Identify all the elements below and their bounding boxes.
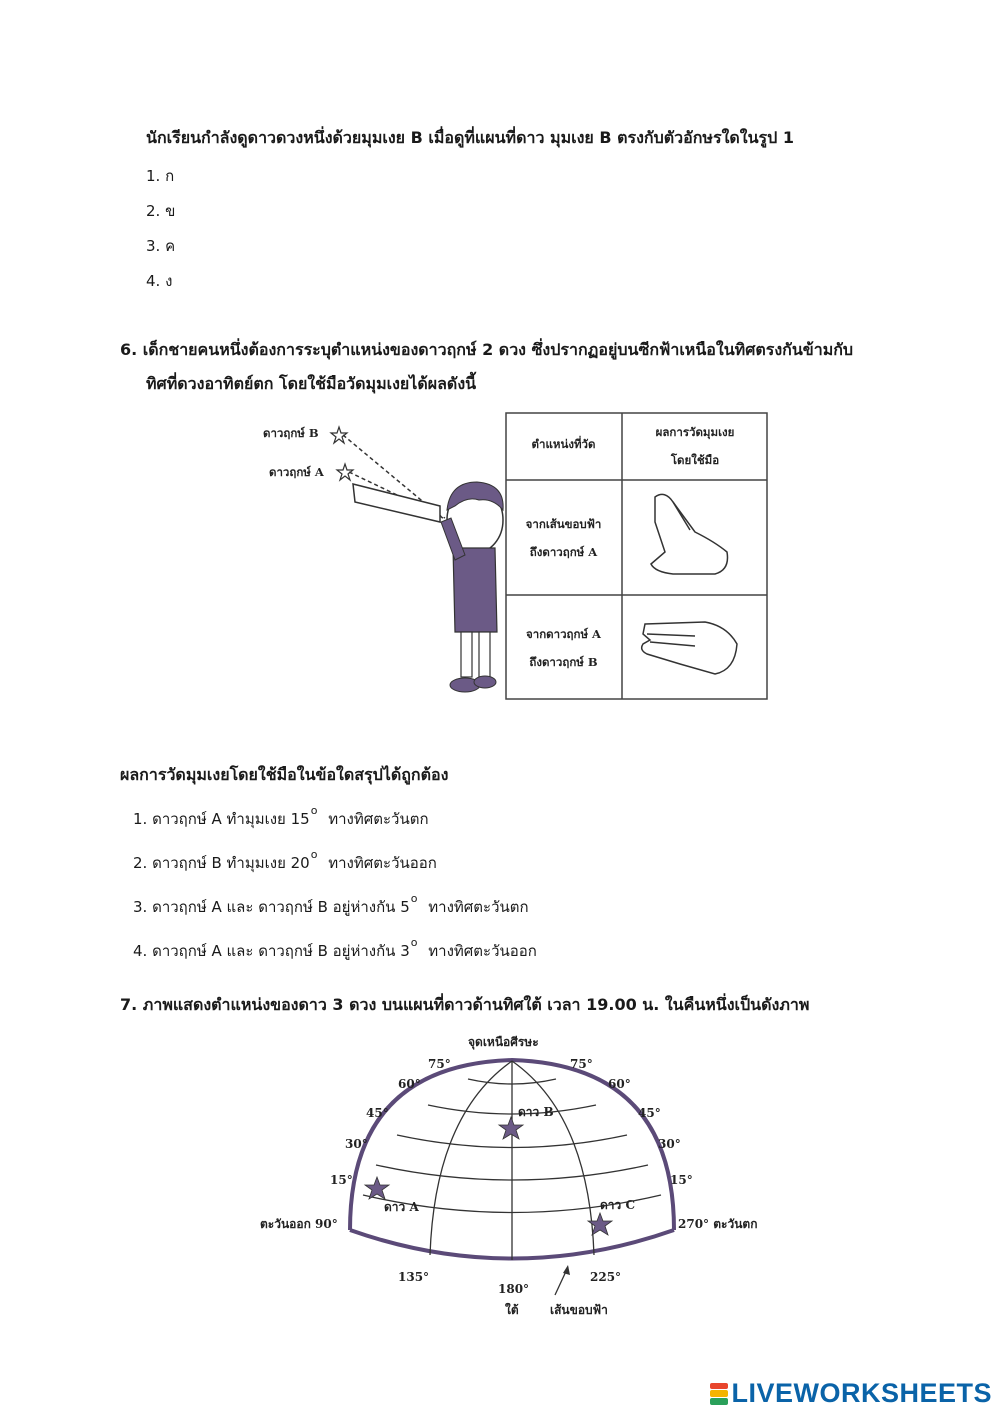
logo-text: LIVEWORKSHEETS — [731, 1378, 992, 1408]
table-row1-line1: จากเส้นขอบฟ้า — [525, 517, 602, 531]
q6-stem-line2: ทิศที่ดวงอาทิตย์ตก โดยใช้มือวัดมุมเงยได้ผลดังนี้ — [146, 374, 477, 393]
table-header-position: ตำแหน่งที่วัด — [531, 437, 596, 451]
star-b-label: ดาวฤกษ์ B — [263, 426, 319, 440]
q6-option-1[interactable]: 1. ดาวฤกษ์ A ทำมุมเงย 15$^o$ ทางทิศตะวันตก — [133, 804, 429, 828]
star-c-label: ดาว C — [600, 1198, 635, 1212]
q5-option-1[interactable]: 1. ก — [146, 167, 175, 185]
alt-right-30: 30° — [658, 1137, 681, 1151]
q6-option-2[interactable]: 2. ดาวฤกษ์ B ทำมุมเงย 20$^o$ ทางทิศตะวันออก — [133, 848, 437, 872]
q6-option-3[interactable]: 3. ดาวฤกษ์ A และ ดาวฤกษ์ B อยู่ห่างกัน 5$^o$ ทางทิศตะวันตก — [133, 892, 529, 916]
q6-stem-line1: 6. เด็กชายคนหนึ่งต้องการระบุตำแหน่งของดาวฤกษ์ 2 ดวง ซึ่งปรากฏอยู่บนซีกฟ้าเหนือในทิศตรงกันข้ามกับ — [120, 340, 854, 359]
table-row1-line2: ถึงดาวฤกษ์ A — [529, 545, 598, 559]
liveworksheets-logo[interactable] — [710, 1378, 992, 1409]
horizon-label: เส้นขอบฟ้า — [550, 1303, 608, 1317]
alt-left-75: 75° — [428, 1057, 451, 1071]
south-label: ใต้ — [505, 1303, 519, 1317]
west-label: 270° ตะวันตก — [678, 1217, 758, 1231]
star-a-label: ดาวฤกษ์ A — [269, 465, 324, 479]
zenith-label: จุดเหนือศีรษะ — [468, 1035, 539, 1049]
star-map-figure — [250, 1025, 780, 1325]
az-225: 225° — [590, 1270, 622, 1284]
alt-left-60: 60° — [398, 1077, 421, 1091]
q5-option-3[interactable]: 3. ค — [146, 237, 176, 255]
alt-left-30: 30° — [345, 1137, 368, 1151]
q5-option-2[interactable]: 2. ข — [146, 202, 176, 220]
star-b-label: ดาว B — [518, 1105, 554, 1119]
q6-question: ผลการวัดมุมเงยโดยใช้มือในข้อใดสรุปได้ถูกต้อง — [120, 765, 449, 784]
az-180: 180° — [498, 1282, 530, 1296]
alt-right-45: 45° — [638, 1106, 661, 1120]
alt-right-60: 60° — [608, 1077, 631, 1091]
star-a-label: ดาว A — [384, 1200, 419, 1214]
logo-icon — [710, 1383, 728, 1405]
east-label: ตะวันออก 90° — [260, 1217, 338, 1231]
table-header-result-2: โดยใช้มือ — [670, 453, 720, 467]
q5-stem: นักเรียนกำลังดูดาวดวงหนึ่งด้วยมุมเงย B เมื่อดูที่แผนที่ดาว มุมเงย B ตรงกับตัวอักษรใดในรูป 1 — [146, 128, 794, 147]
table-header-result-1: ผลการวัดมุมเงย — [655, 425, 735, 439]
q7-stem: 7. ภาพแสดงตำแหน่งของดาว 3 ดวง บนแผนที่ดาวด้านทิศใต้ เวลา 19.00 น. ในคืนหนึ่งเป็นดังภาพ — [120, 995, 810, 1014]
boy-illustration — [255, 410, 505, 702]
alt-right-15: 15° — [670, 1173, 693, 1187]
table-row2-line1: จากดาวฤกษ์ A — [526, 627, 601, 641]
alt-left-15: 15° — [330, 1173, 353, 1187]
star-b-icon — [331, 427, 347, 443]
alt-right-75: 75° — [570, 1057, 593, 1071]
table-row2-line2: ถึงดาวฤกษ์ B — [529, 655, 598, 669]
az-135: 135° — [398, 1270, 430, 1284]
alt-left-45: 45° — [366, 1106, 389, 1120]
q6-figure — [255, 410, 770, 702]
q5-option-4[interactable]: 4. ง — [146, 272, 173, 290]
measurement-table — [505, 412, 768, 700]
star-a-icon — [337, 464, 353, 480]
q6-option-4[interactable]: 4. ดาวฤกษ์ A และ ดาวฤกษ์ B อยู่ห่างกัน 3$^o$ ทางทิศตะวันออก — [133, 936, 537, 960]
